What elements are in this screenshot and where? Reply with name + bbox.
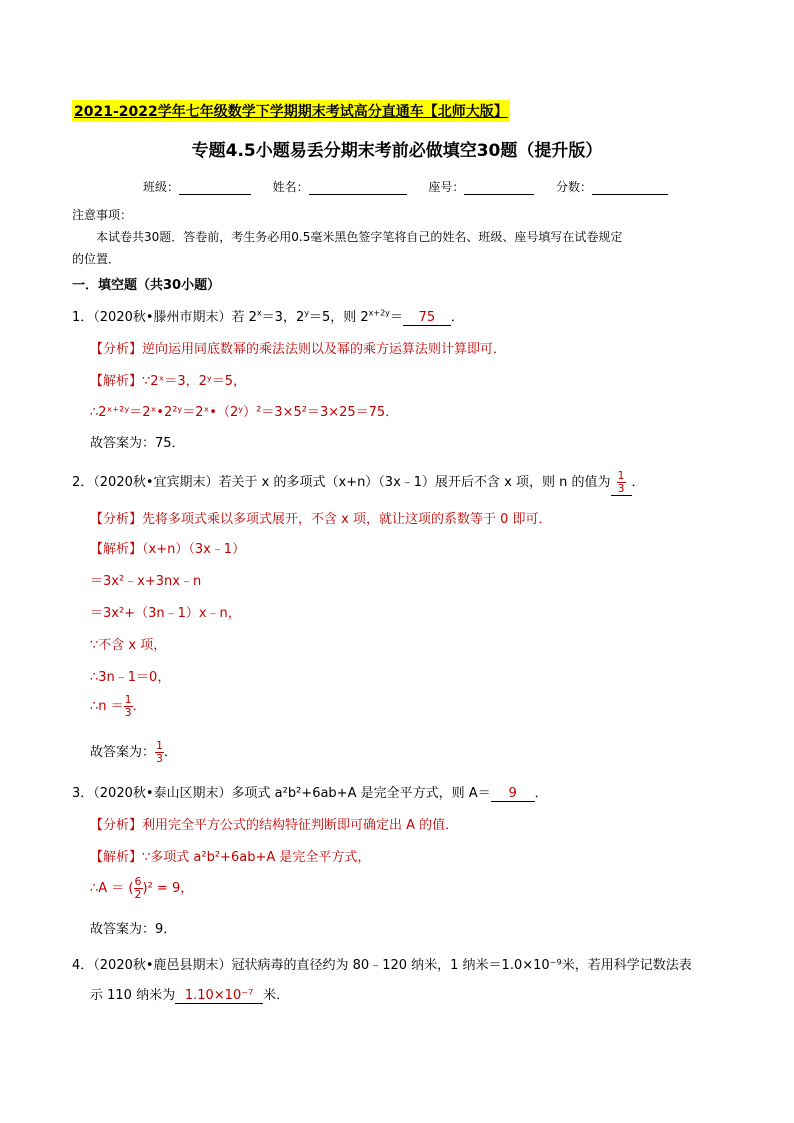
q2-sol-4: ∵不含 x 项， [90, 638, 167, 653]
info-row [143, 178, 668, 195]
q1-solution [90, 370, 246, 389]
q2-sol-5: ∴3n﹣1＝0， [90, 670, 171, 685]
name-blank[interactable] [309, 180, 407, 195]
q1-analysis-text: 逆向运用同底数幂的乘法法则以及幂的乘方运算法则计算即可． [142, 342, 507, 357]
solution-tag: 【解析】 [90, 542, 143, 557]
q2-final [90, 740, 177, 765]
q3-solution [90, 846, 370, 865]
analysis-tag: 【分析】 [90, 818, 143, 833]
q1-final: 故答案为：75． [90, 436, 185, 451]
q2-sol-2: ＝3x²﹣x+3nx﹣n [90, 574, 202, 589]
q2-answer [611, 470, 632, 496]
q1-text-b: ＝3，2 [261, 310, 305, 325]
q2-final-den: 3 [156, 752, 164, 765]
name-label: 姓名： [272, 180, 309, 194]
q3-text: 3．（2020秋•泰山区期末）多项式 a²b²+6ab+A 是完全平方式，则 A＝ [72, 786, 491, 801]
seat-blank[interactable] [464, 180, 534, 195]
score-blank[interactable] [592, 180, 668, 195]
question-3-stem [72, 782, 548, 802]
q2-solution [90, 538, 245, 557]
q2-sol-6-num: 1 [124, 693, 132, 706]
class-label: 班级： [143, 180, 180, 194]
series-title: 2021-2022学年七年级数学下学期期末考试高分直通车【北师大版】 [72, 100, 510, 122]
q3-sol-2-den: 2 [134, 888, 142, 901]
solution-tag: 【解析】 [90, 850, 143, 865]
question-4-line-2 [90, 984, 289, 1004]
q1-text-a: 1．（2020秋•滕州市期末）若 2 [72, 310, 257, 325]
q1-sol-1: ∵2ˣ＝3，2ʸ＝5， [142, 374, 246, 389]
score-label: 分数： [556, 180, 593, 194]
q2-sol-6-post: ． [132, 699, 146, 714]
q1-sup-x2y: x+2y [368, 308, 390, 318]
q2-sol-6-den: 3 [124, 706, 132, 719]
seat-label: 座号： [428, 180, 465, 194]
q1-answer: 75 [403, 310, 451, 326]
analysis-tag: 【分析】 [90, 512, 143, 527]
q2-answer-den: 3 [617, 482, 625, 495]
q3-sol-2-post: )² = 9， [142, 881, 194, 896]
q3-answer: 9 [491, 786, 535, 802]
q2-text-end: ． [631, 475, 645, 490]
q3-sol-2-num: 6 [134, 875, 142, 888]
question-1-stem [72, 306, 464, 326]
q3-sol-2 [90, 876, 193, 901]
q1-sup-x: x [256, 308, 262, 318]
notice-line-2: 的位置． [72, 252, 121, 266]
notice-line-1: 本试卷共30题．答卷前，考生务必用0.5毫米黑色签字笔将自己的姓名、班级、座号填写在试卷规定 [96, 230, 623, 244]
q2-sol-3: ＝3x²+（3n﹣1）x﹣n， [90, 606, 241, 621]
section-heading: 一．填空题（共30小题） [72, 278, 221, 293]
q1-text-d: ＝ [389, 310, 403, 325]
question-2-stem [72, 470, 645, 496]
q2-final-post: ． [164, 745, 178, 760]
page-title: 专题4.5小题易丢分期末考前必做填空30题（提升版） [191, 141, 603, 161]
q2-analysis-text: 先将多项式乘以多项式展开，不含 x 项，就让这项的系数等于 0 即可． [142, 512, 552, 527]
q2-sol-1: （x+n）（3x﹣1） [142, 542, 246, 557]
solution-tag: 【解析】 [90, 374, 143, 389]
q2-text: 2．（2020秋•宜宾期末）若关于 x 的多项式（x+n）（3x﹣1）展开后不含 x 项，则 n 的值为 [72, 475, 611, 490]
notice-label: 注意事项： [72, 208, 133, 222]
q3-sol-1: ∵多项式 a²b²+6ab+A 是完全平方式， [142, 850, 371, 865]
question-4-line-1: 4．（2020秋•鹿邑县期末）冠状病毒的直径约为 80﹣120 纳米，1 纳米＝1.0×10⁻⁹米，若用科学记数法表 [72, 958, 692, 973]
q2-sol-6 [90, 694, 146, 719]
analysis-tag: 【分析】 [90, 342, 143, 357]
q4-text-post: 米． [263, 988, 290, 1003]
q4-answer: 1.10×10⁻⁷ [175, 988, 263, 1004]
q3-final: 故答案为：9． [90, 922, 177, 937]
q1-sol-2: ∴2ˣ⁺²ʸ＝2ˣ•2²ʸ＝2ˣ•（2ʸ）²＝3×5²＝3×25＝75． [90, 405, 399, 420]
q1-text-c: ＝5，则 2 [308, 310, 369, 325]
q2-answer-num: 1 [617, 469, 625, 482]
q3-sol-2-pre: ∴A ＝ ( [90, 881, 134, 896]
q1-analysis [90, 338, 506, 357]
q2-final-num: 1 [156, 739, 164, 752]
q4-text-pre: 示 110 纳米为 [90, 988, 176, 1003]
q3-analysis [90, 814, 458, 833]
class-blank[interactable] [179, 180, 251, 195]
q1-sup-y: y [304, 308, 309, 318]
q3-analysis-text: 利用完全平方公式的结构特征判断即可确定出 A 的值． [142, 818, 459, 833]
q2-final-pre: 故答案为： [90, 745, 156, 760]
q2-analysis [90, 508, 552, 527]
q3-text-end: ． [534, 786, 548, 801]
q2-sol-6-pre: ∴n ＝ [90, 699, 124, 714]
q1-text-end: ． [450, 310, 464, 325]
